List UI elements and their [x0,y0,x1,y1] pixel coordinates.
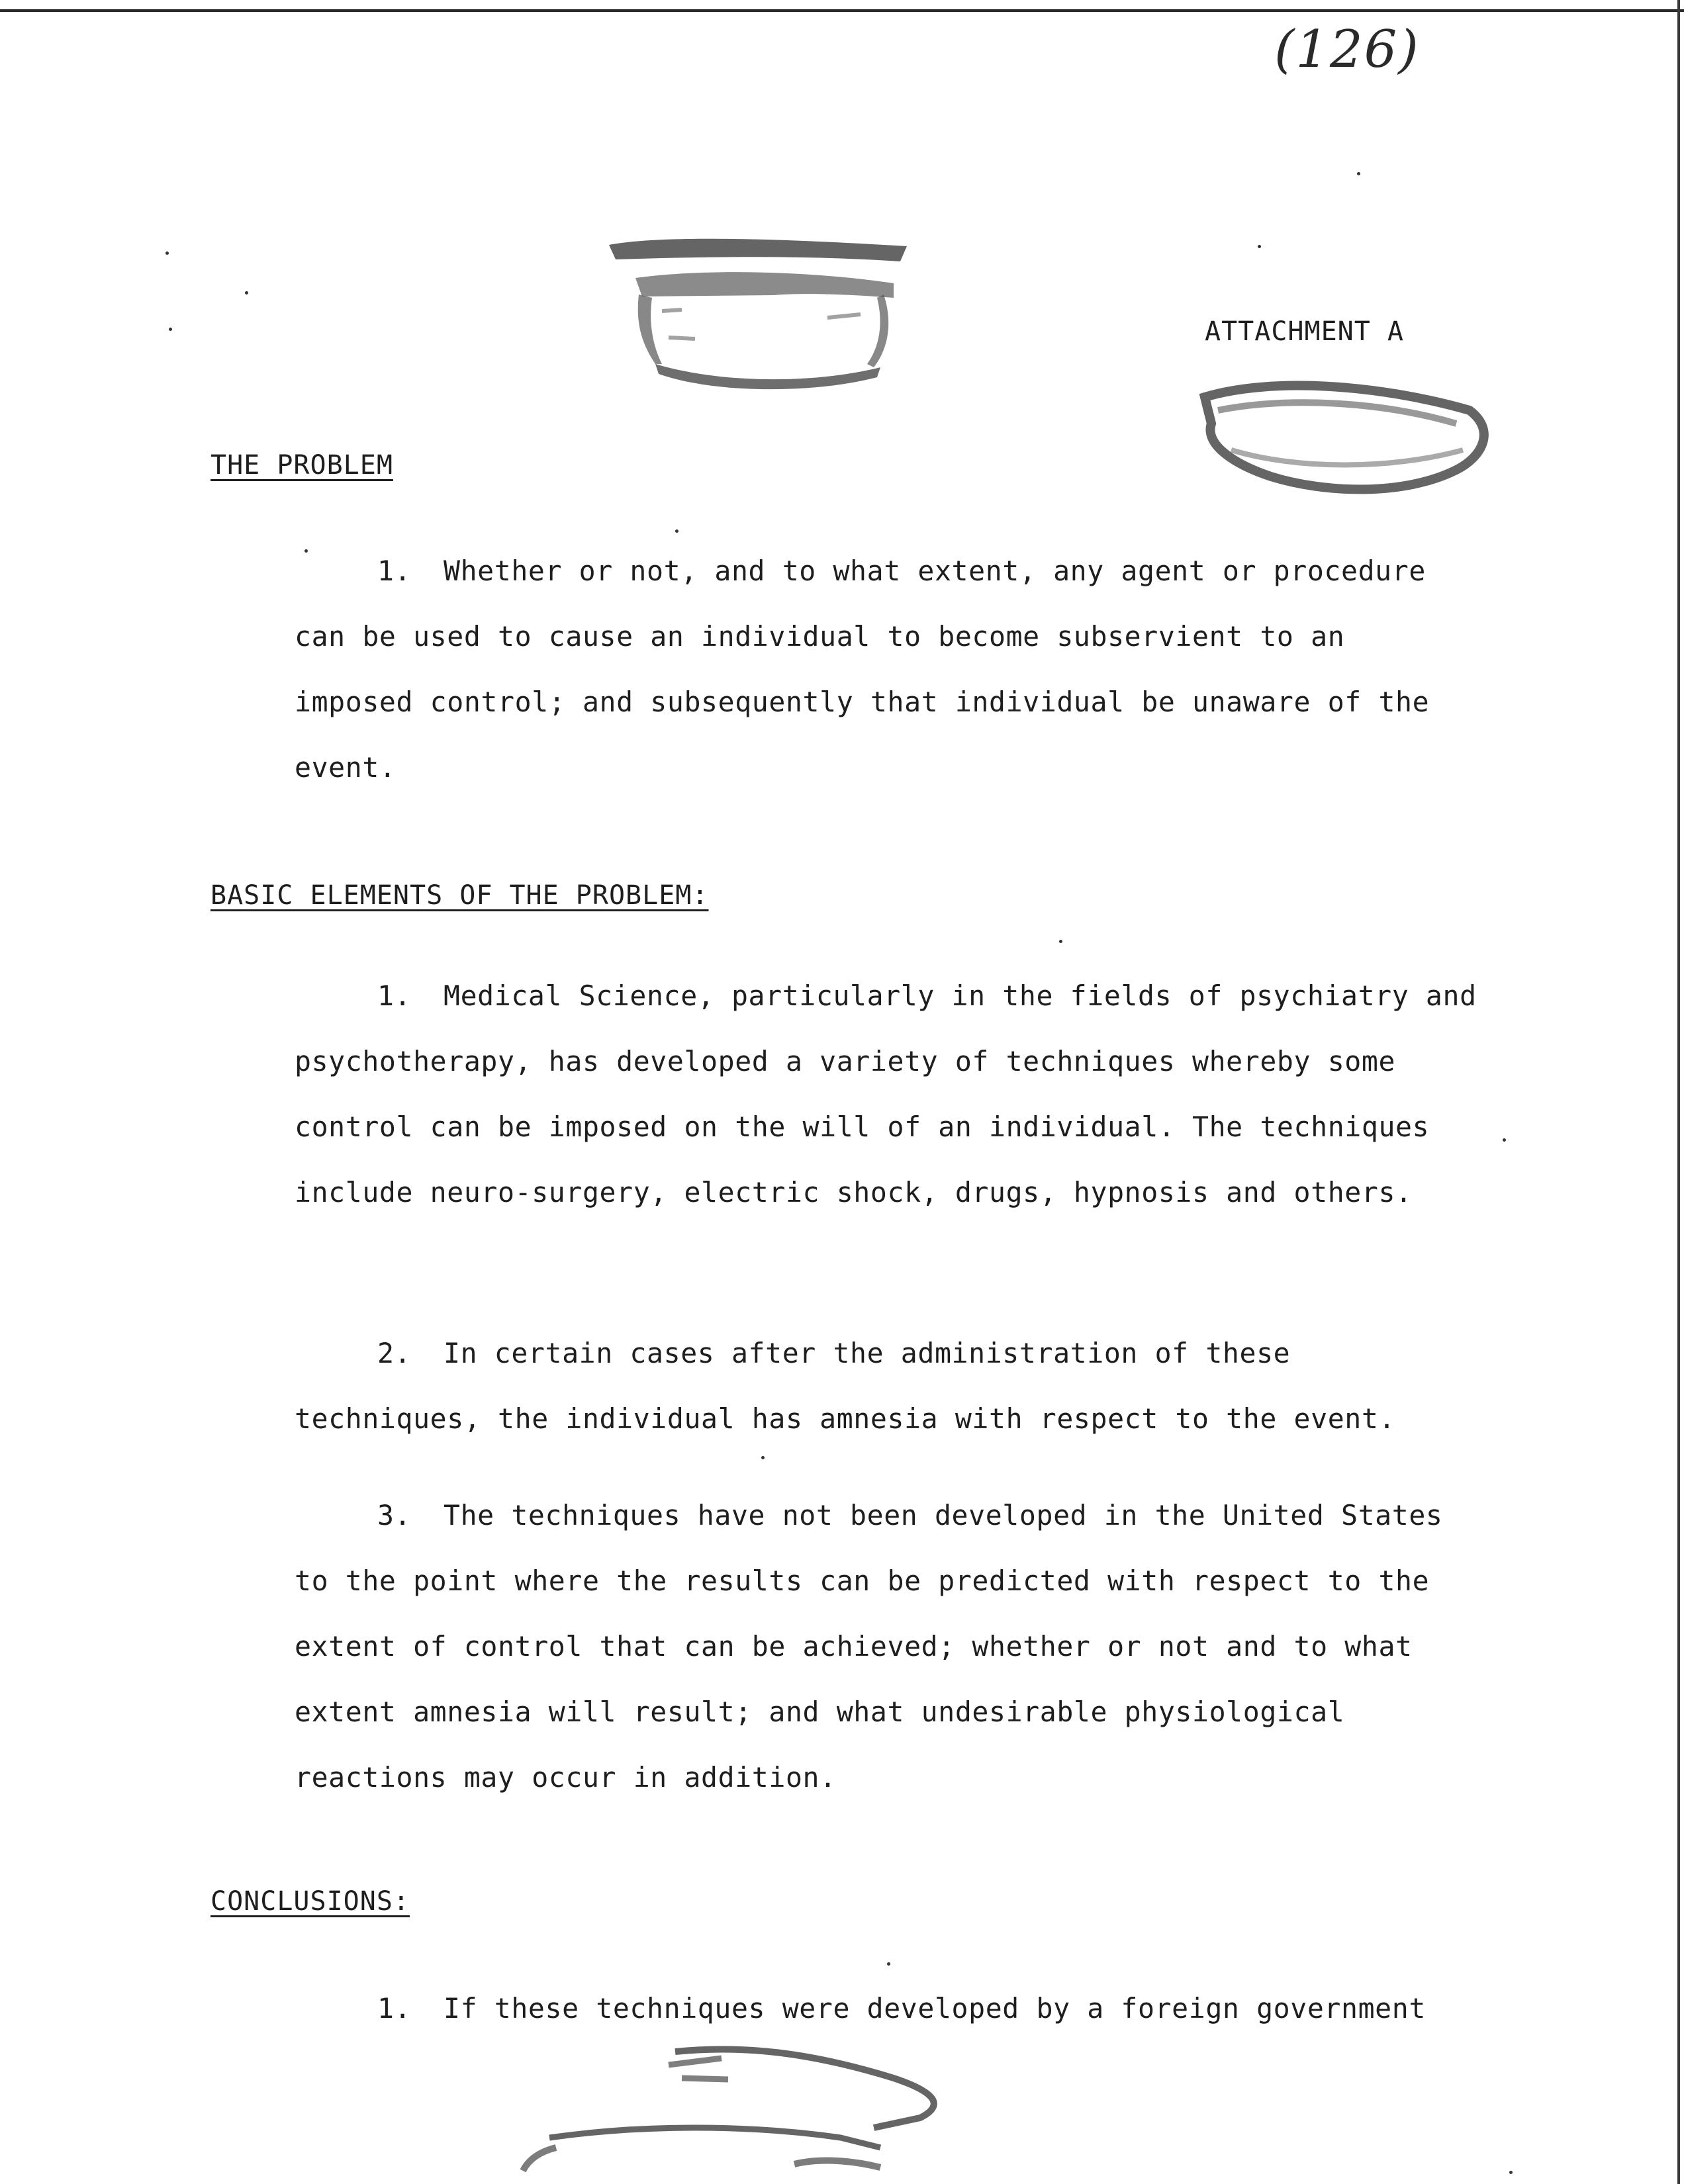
paragraph-number: 1. [377,979,412,1012]
conclusions-paragraph-1 [295,1976,1479,2041]
paragraph-number: 2. [377,1337,412,1369]
ink-speck [1357,172,1360,175]
ink-speck [245,291,248,295]
attachment-label: ATTACHMENT A [1205,316,1404,347]
paragraph-text: Whether or not, and to what extent, any agent or procedure can be used to cause an individual to become subservient to an imposed control; and subsequently that individual be unaware of the event. [295,555,1430,784]
redaction-mark-top [602,232,920,397]
ink-speck [1509,2171,1513,2174]
top-edge-line [0,9,1684,12]
basic-elements-paragraph-2 [295,1320,1479,1451]
basic-elements-paragraph-1 [295,963,1479,1225]
paragraph-text: If these techniques were developed by a foreign government [444,1992,1426,2025]
paragraph-number: 1. [377,1992,412,2025]
paragraph-text: Medical Science, particularly in the fields of psychiatry and psychotherapy, has developed a variety of techniques whereby some control can be imposed on the will of an individual. The techniques include neuro-surgery, electric shock, drugs, hypnosis and others. [295,979,1477,1208]
redaction-mark-right [1192,371,1496,516]
problem-paragraph-1 [295,538,1479,800]
basic-elements-paragraph-3 [295,1482,1479,1810]
redaction-mark-bottom [510,2038,973,2184]
ink-speck [1258,245,1261,248]
paragraph-number: 1. [377,555,412,587]
ink-speck [675,529,678,533]
section-heading-basic-elements: BASIC ELEMENTS OF THE PROBLEM: [210,880,709,911]
paragraph-text: In certain cases after the administration of these techniques, the individual has amnesia with respect to the event. [295,1337,1396,1435]
ink-speck [165,251,169,255]
paragraph-number: 3. [377,1499,412,1531]
section-heading-problem: THE PROBLEM [210,450,393,480]
ink-speck [169,328,172,331]
handwritten-page-number: (126) [1274,20,1420,79]
ink-speck [887,1962,890,1966]
ink-speck [761,1456,765,1459]
ink-speck [1059,940,1062,943]
ink-speck [1503,1138,1506,1142]
right-edge-line [1677,0,1680,2184]
paragraph-text: The techniques have not been developed in the United States to the point where the results can be predicted with respect to the extent of control that can be achieved; whether or not and to what extent amnesia will result; and what undesirable physiological reactions may occur in addition. [295,1499,1443,1794]
section-heading-conclusions: CONCLUSIONS: [210,1886,410,1917]
